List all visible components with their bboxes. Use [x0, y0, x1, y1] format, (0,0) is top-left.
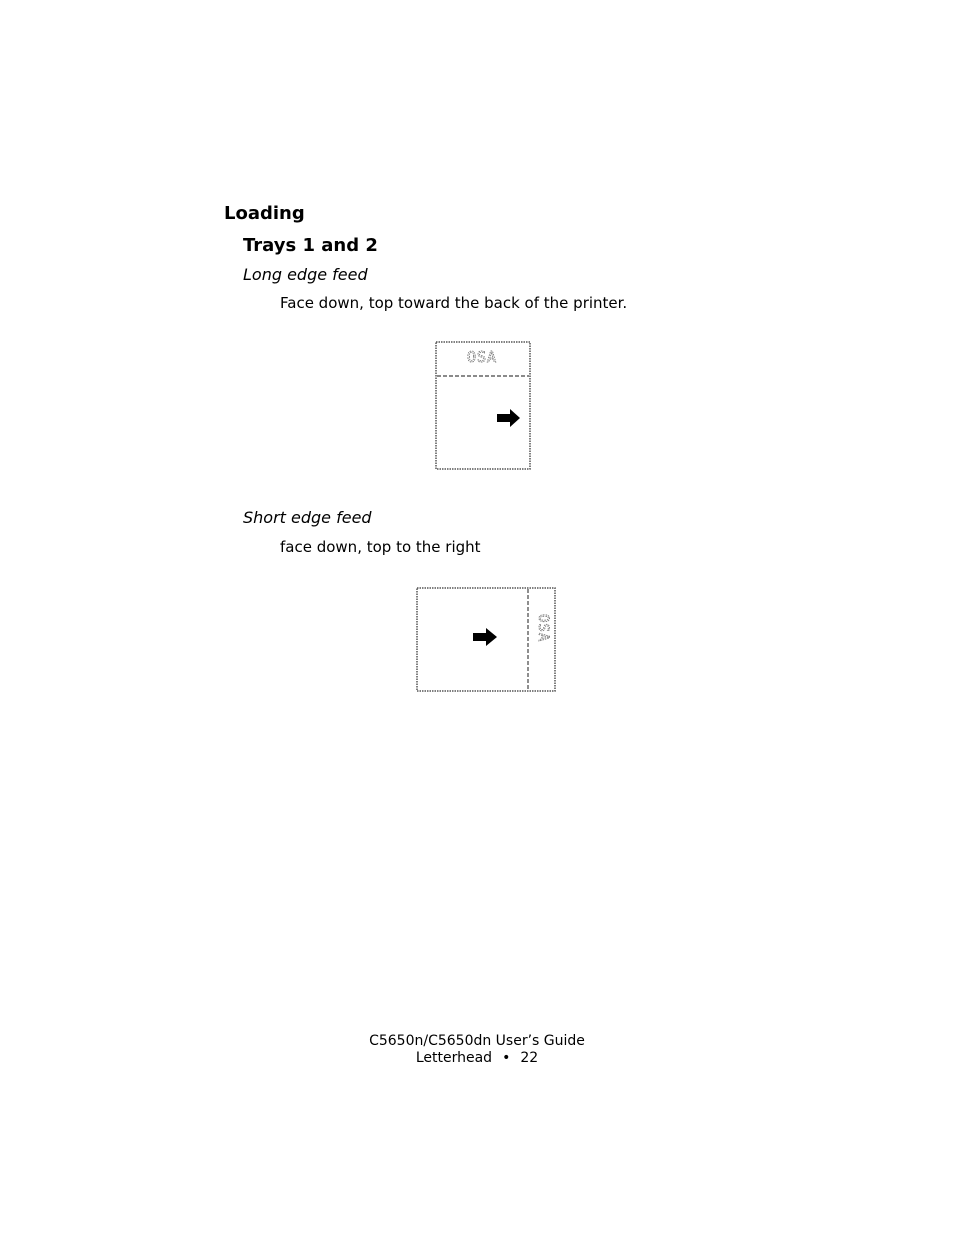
long-edge-feed-diagram	[432, 338, 535, 474]
long-edge-feed-heading: Long edge feed	[243, 265, 368, 284]
subsection-title: Trays 1 and 2	[243, 235, 378, 256]
footer-page-number: 22	[520, 1050, 539, 1066]
long-edge-feed-instruction: Face down, top toward the back of the printer.	[280, 294, 628, 312]
letterhead-text: OSA	[466, 348, 498, 366]
letterhead-text: OSA	[535, 614, 551, 643]
short-edge-feed-instruction: face down, top to the right	[280, 538, 481, 556]
footer-guide-title: C5650n/C5650dn User’s Guide	[369, 1033, 585, 1049]
short-edge-feed-heading: Short edge feed	[243, 508, 372, 527]
footer-section-label: Letterhead	[415, 1050, 493, 1066]
footer-page-info	[0, 1050, 954, 1066]
footer-bullet: •	[502, 1050, 511, 1066]
short-edge-feed-diagram	[413, 584, 559, 696]
section-title: Loading	[224, 203, 305, 224]
